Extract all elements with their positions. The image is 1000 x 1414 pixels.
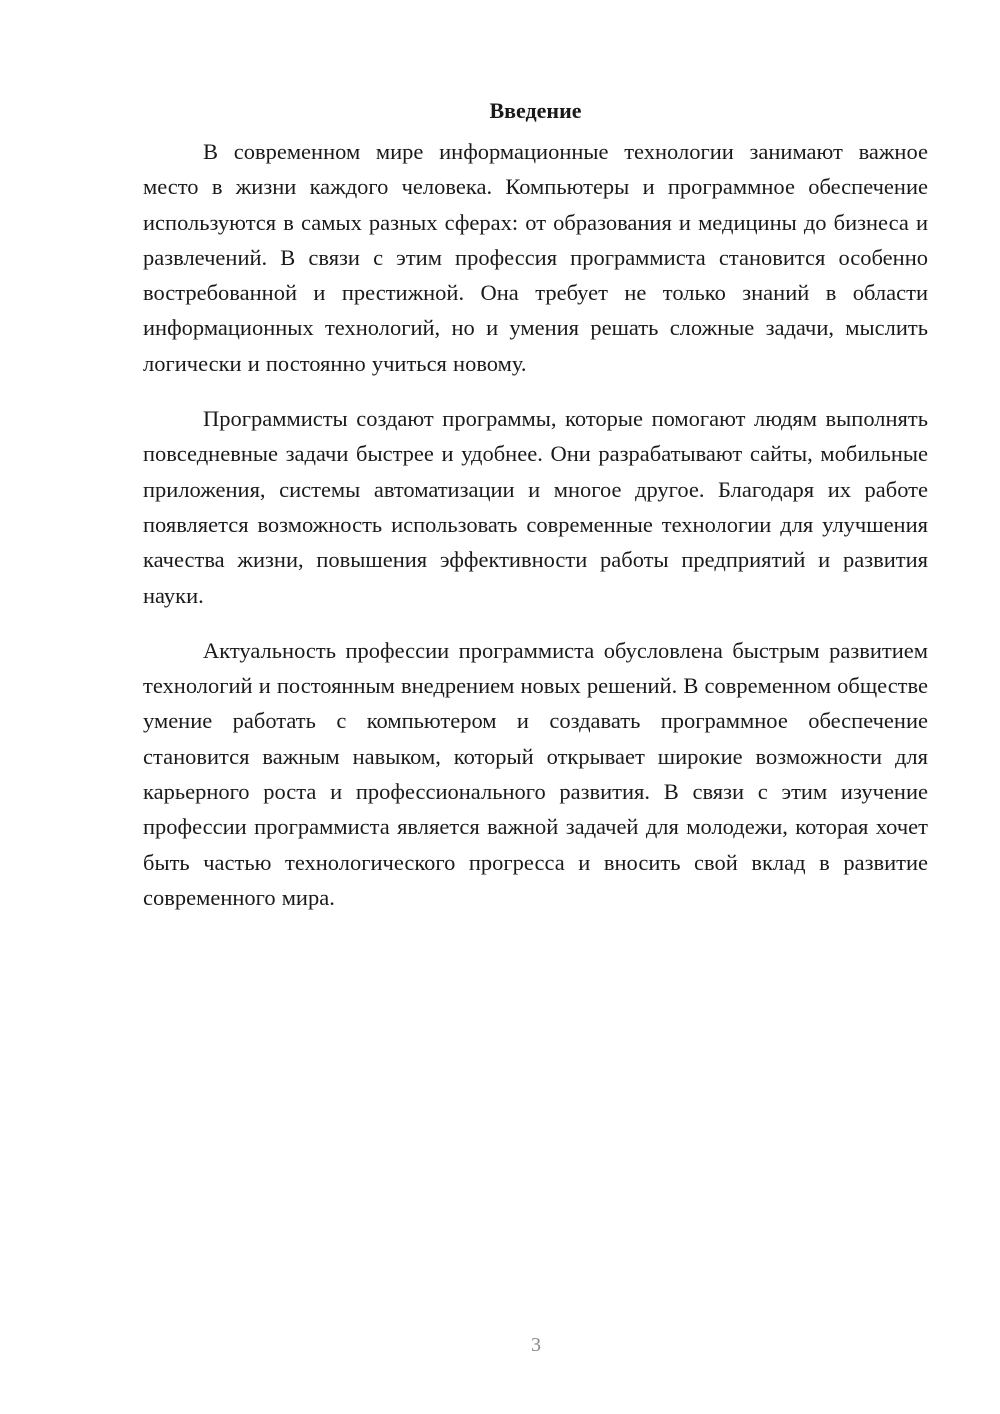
paragraph-3: Актуальность профессии программиста обусловлена быстрым развитием технологий и постоянным внедрением новых решений. В современном обществе умение работать с компьютером и создавать программное обеспечение становится важным навыком, который открывает широкие возможности для карьерного роста и профессионального развития. В связи с этим изучение профессии программиста является важной задачей для молодежи, которая хочет быть частью технологического прогресса и вносить свой вклад в развитие современного мира. — [143, 637, 928, 910]
section-heading: Введение — [489, 98, 582, 123]
paragraph-2: Программисты создают программы, которые помогают людям выполнять повседневные задачи быстрее и удобнее. Они разрабатывают сайты, мобильные приложения, системы автоматизации и многое другое. Благодаря их работе появляется возможность использовать современные технологии для улучшения качества жизни, повышения эффективности работы предприятий и развития науки. — [143, 406, 928, 608]
page-number: 3 — [531, 1334, 541, 1356]
page-content — [143, 94, 928, 935]
paragraph-1: В современном мире информационные технологии занимают важное место в жизни каждого человека. Компьютеры и программное обеспечение используются в самых разных сферах: от образования и медицины до бизнеса и развлечений. В связи с этим профессия программиста становится особенно востребованной и престижной. Она требует не только знаний в области информационных технологий, но и умения решать сложные задачи, мыслить логически и постоянно учиться новому. — [143, 139, 928, 376]
